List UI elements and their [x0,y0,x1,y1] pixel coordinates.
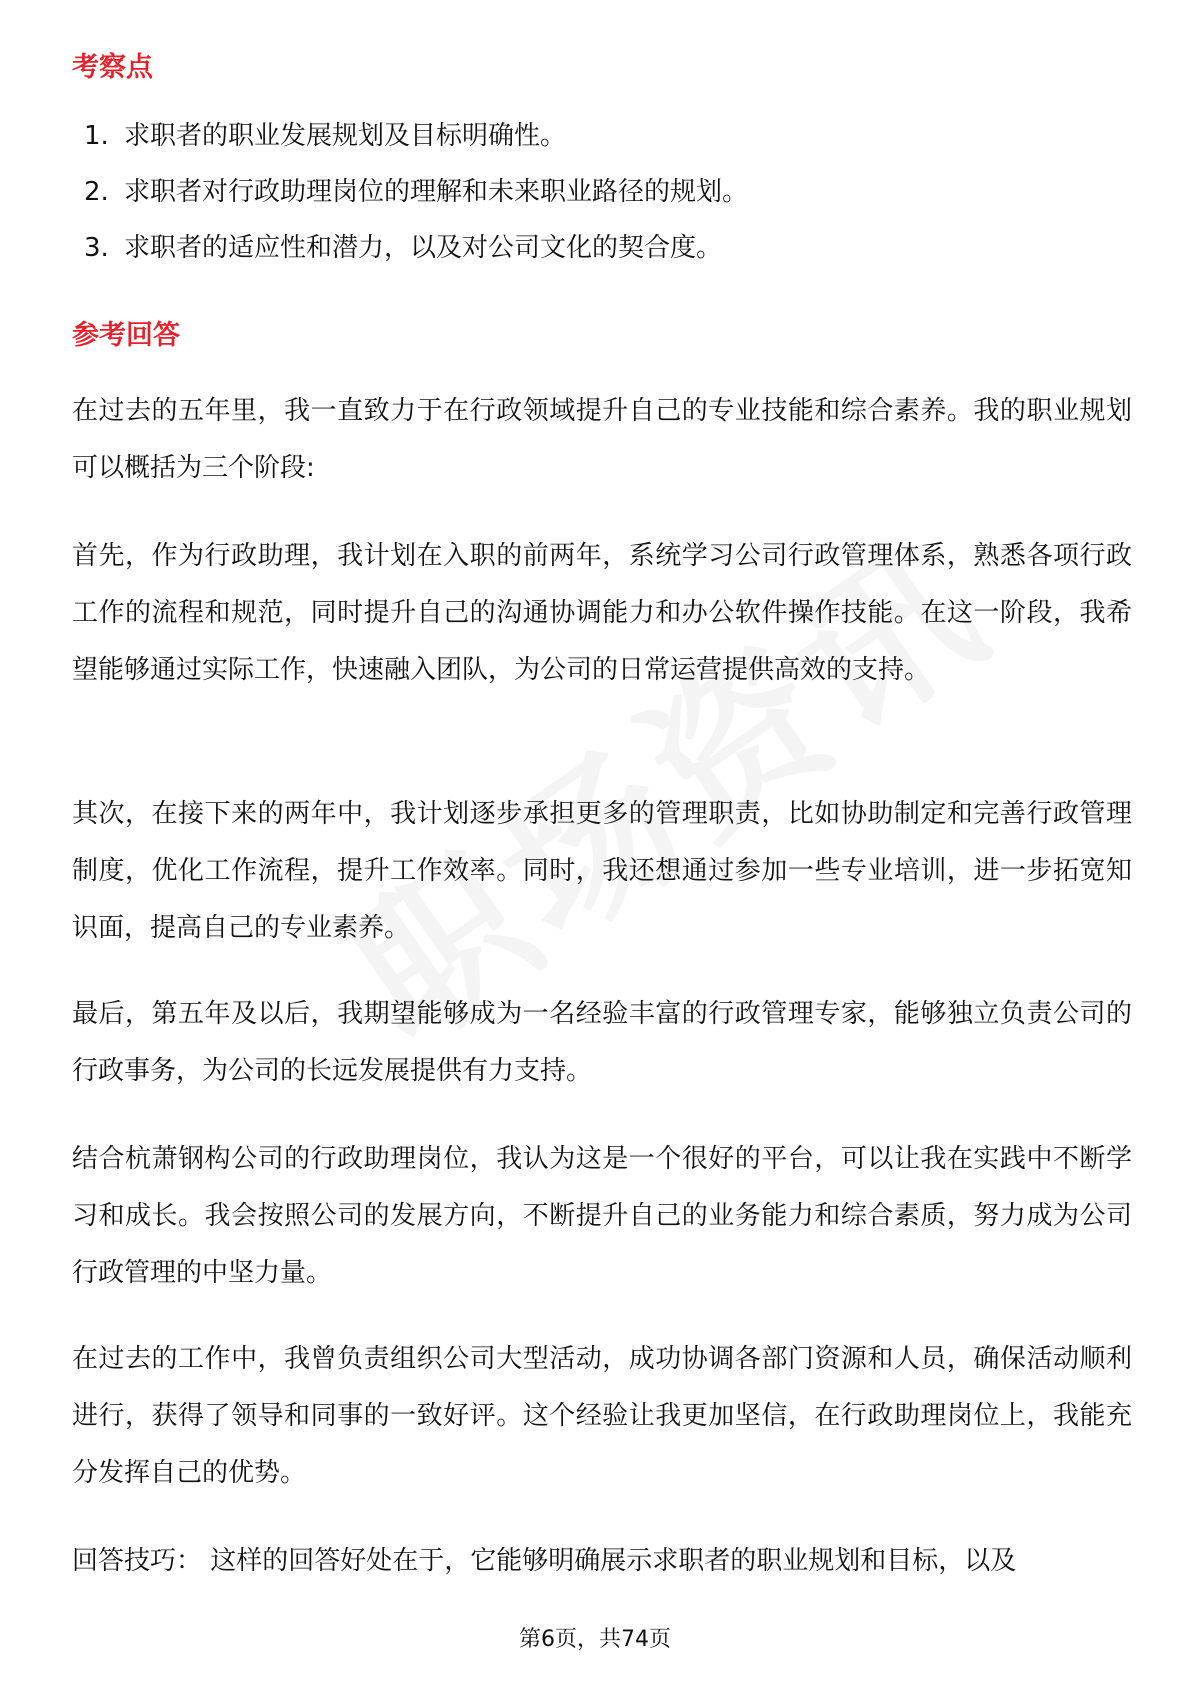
section-title-points: 考察点 [72,52,153,83]
section-title-answer: 参考回答 [72,320,180,351]
answer-paragraph: 结合杭萧钢构公司的行政助理岗位，我认为这是一个很好的平台，可以让我在实践中不断学习和成长。我会按照公司的发展方向，不断提升自己的业务能力和综合素质，努力成为公司行政管理的中坚力量。 [72,1144,1132,1288]
points-list [72,116,1132,284]
answer-paragraph: 其次，在接下来的两年中，我计划逐步承担更多的管理职责，比如协助制定和完善行政管理制度，优化工作流程，提升工作效率。同时，我还想通过参加一些专业培训，进一步拓宽知识面，提高自己的专业素养。 [72,799,1132,943]
answer-paragraph: 最后，第五年及以后，我期望能够成为一名经验丰富的行政管理专家，能够独立负责公司的行政事务，为公司的长远发展提供有力支持。 [72,999,1132,1086]
list-item [72,228,1132,284]
list-item-text: 求职者的适应性和潜力，以及对公司文化的契合度。 [124,233,723,263]
list-item [72,172,1132,228]
answer-paragraph: 在过去的五年里，我一直致力于在行政领域提升自己的专业技能和综合素养。我的职业规划可以概括为三个阶段: [72,396,1132,483]
list-item-text: 求职者的职业发展规划及目标明确性。 [124,121,567,151]
answer-paragraph: 首先，作为行政助理，我计划在入职的前两年，系统学习公司行政管理体系，熟悉各项行政工作的流程和规范，同时提升自己的沟通协调能力和办公软件操作技能。在这一阶段，我希望能够通过实际工作，快速融入团队，为公司的日常运营提供高效的支持。 [72,541,1132,685]
list-item [72,116,1132,172]
page-number-footer: 第6页，共74页 [519,1627,671,1652]
list-item-number: 3. [84,233,109,263]
list-item-number: 2. [84,177,109,207]
list-item-text: 求职者对行政助理岗位的理解和未来职业路径的规划。 [124,177,749,207]
answer-tips-paragraph: 回答技巧： 这样的回答好处在于，它能够明确展示求职者的职业规划和目标，以及 [72,1546,1017,1576]
list-item-number: 1. [84,121,109,151]
answer-paragraph: 在过去的工作中，我曾负责组织公司大型活动，成功协调各部门资源和人员，确保活动顺利进行，获得了领导和同事的一致好评。这个经验让我更加坚信，在行政助理岗位上，我能充分发挥自己的优势。 [72,1344,1132,1488]
